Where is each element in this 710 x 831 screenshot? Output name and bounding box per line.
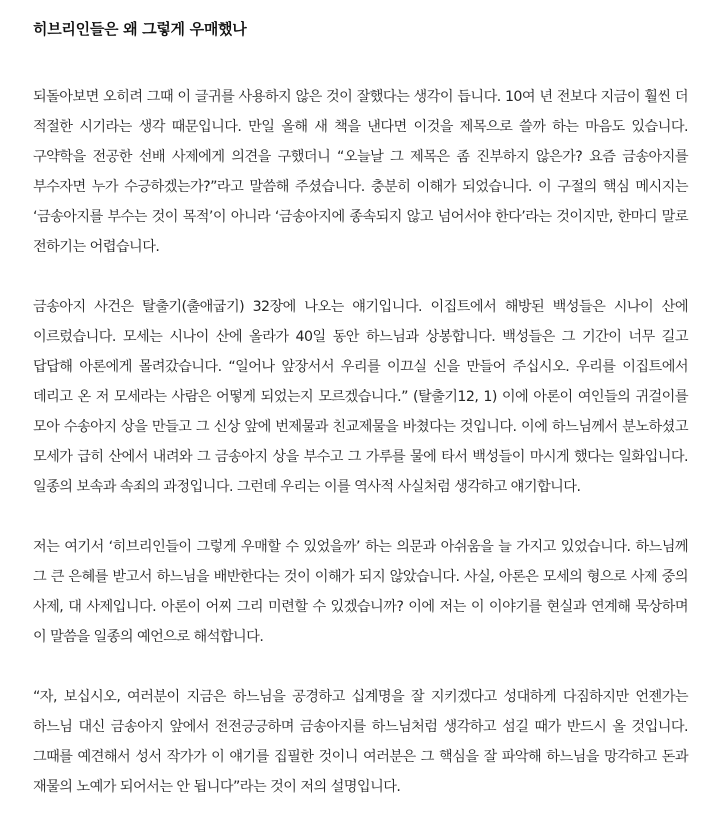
paragraph-3: 저는 여기서 ‘히브리인들이 그렇게 우매할 수 있었을까’ 하는 의문과 아쉬움을 늘 가지고 있었습니다. 하느님께 그 큰 은혜를 받고서 하느님을 배반한다는 것이 이해가 되지 않았습니다. 사실, 아론은 모세의 형으로 사제 중의 사제, 대 사제입니다. 아론이 어찌 그리 미련할 수 있겠습니까? 이에 저는 이 이야기를 현실과 연계해 묵상하며 이 말씀을 일종의 예언으로 해석합니다. [33,539,688,645]
paragraph-4: “자, 보십시오, 여러분이 지금은 하느님을 공경하고 십계명을 잘 지키겠다고 성대하게 다짐하지만 언젠가는 하느님 대신 금송아지 앞에서 전전긍긍하며 금송아지를 하느님처럼 생각하고 섬길 때가 반드시 올 것입니다. 그때를 예견해서 성서 작가가 이 얘기를 집필한 것이니 여러분은 그 핵심을 잘 파악해 하느님을 망각하고 돈과 재물의 노예가 되어서는 안 됩니다”라는 것이 저의 설명입니다. [33,689,688,795]
paragraph-1: 되돌아보면 오히려 그때 이 글귀를 사용하지 않은 것이 잘했다는 생각이 듭니다. 10여 년 전보다 지금이 훨씬 더 적절한 시기라는 생각 때문입니다. 만일 올해 새 책을 낸다면 이것을 제목으로 쓸까 하는 마음도 있습니다. 구약학을 전공한 선배 사제에게 의견을 구했더니 “오늘날 그 제목은 좀 진부하지 않은가? 요즘 금송아지를 부수자면 누가 수긍하겠는가?”라고 말씀해 주셨습니다. 충분히 이해가 되었습니다. 이 구절의 핵심 메시지는 ‘금송아지를 부수는 것이 목적’이 아니라 ‘금송아지에 종속되지 않고 넘어서야 한다’라는 것이지만, 한마디 말로 전하기는 어렵습니다. [33,89,688,255]
paragraph-2: 금송아지 사건은 탈출기(출애굽기) 32장에 나오는 얘기입니다. 이집트에서 해방된 백성들은 시나이 산에 이르렀습니다. 모세는 시나이 산에 올라가 40일 동안 하느님과 상봉합니다. 백성들은 그 기간이 너무 길고 답답해 아론에게 몰려갔습니다. “일어나 앞장서서 우리를 이끄실 신을 만들어 주십시오. 우리를 이집트에서 데리고 온 저 모세라는 사람은 어떻게 되었는지 모르겠습니다.” (탈출기12, 1) 이에 아론이 여인들의 귀걸이를 모아 수송아지 상을 만들고 그 신상 앞에 번제물과 친교제물을 바쳤다는 것입니다. 이에 하느님께서 분노하셨고 모세가 급히 산에서 내려와 그 금송아지 상을 부수고 그 가루를 물에 타서 백성들이 마시게 했다는 일화입니다. 일종의 보속과 속죄의 과정입니다. 그런데 우리는 이를 역사적 사실처럼 생각하고 얘기합니다. [33,299,688,495]
article-title: 히브리인들은 왜 그렇게 우매했나 [33,20,247,38]
